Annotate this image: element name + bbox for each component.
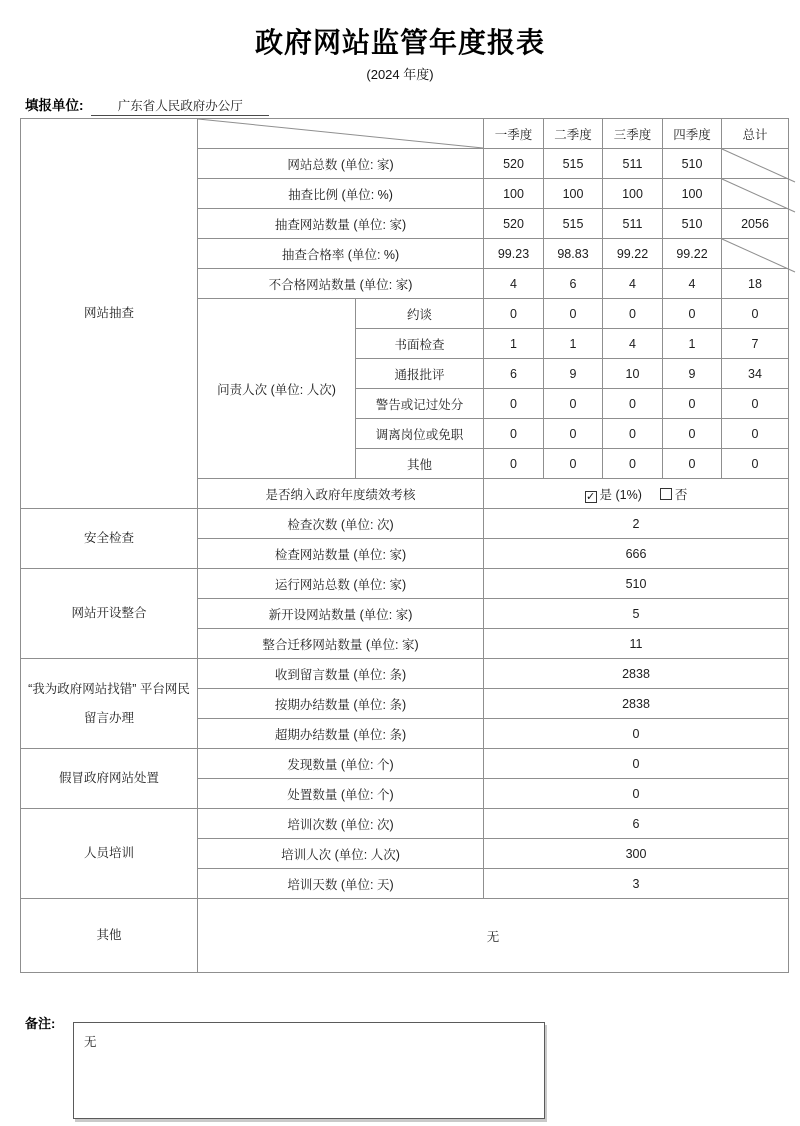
cell-value: 100 bbox=[603, 179, 663, 209]
cell-value: 511 bbox=[603, 209, 663, 239]
cell-value: 510 bbox=[663, 209, 722, 239]
row-label: 培训人次 (单位: 人次) bbox=[198, 839, 484, 869]
row-label: 培训次数 (单位: 次) bbox=[198, 809, 484, 839]
cell-value: 0 bbox=[603, 449, 663, 479]
report-table bbox=[20, 118, 789, 973]
cell-value: 0 bbox=[544, 419, 603, 449]
cell-value: 520 bbox=[484, 209, 544, 239]
cell-value: 300 bbox=[484, 839, 789, 869]
cell-value: 1 bbox=[544, 329, 603, 359]
diagonal-line-icon bbox=[722, 179, 795, 212]
row-label: 检查网站数量 (单位: 家) bbox=[198, 539, 484, 569]
cell-total: 2056 bbox=[722, 209, 789, 239]
cell-value: 515 bbox=[544, 209, 603, 239]
cell-value: 99.22 bbox=[603, 239, 663, 269]
accountability-label: 问责人次 (单位: 人次) bbox=[198, 299, 356, 479]
checkbox-no[interactable] bbox=[660, 488, 672, 500]
cell-value: 515 bbox=[544, 149, 603, 179]
cell-value: 0 bbox=[484, 719, 789, 749]
cell-value: 0 bbox=[484, 749, 789, 779]
cell-value: 0 bbox=[663, 419, 722, 449]
check-mark-icon: ✓ bbox=[585, 490, 596, 503]
table-row bbox=[21, 569, 789, 599]
row-label: 其他 bbox=[356, 449, 484, 479]
cell-total: 0 bbox=[722, 389, 789, 419]
row-label: 超期办结数量 (单位: 条) bbox=[198, 719, 484, 749]
table-row bbox=[21, 899, 789, 973]
cell-value: 1 bbox=[663, 329, 722, 359]
cell-value: 11 bbox=[484, 629, 789, 659]
cell-value: 3 bbox=[484, 869, 789, 899]
row-label: 新开设网站数量 (单位: 家) bbox=[198, 599, 484, 629]
cell-total: 18 bbox=[722, 269, 789, 299]
row-label: 警告或记过处分 bbox=[356, 389, 484, 419]
cell-value: 100 bbox=[484, 179, 544, 209]
row-label: 不合格网站数量 (单位: 家) bbox=[198, 269, 484, 299]
reporting-unit-value[interactable]: 广东省人民政府办公厅 bbox=[91, 96, 269, 116]
table-row bbox=[21, 509, 789, 539]
diagonal-line-icon bbox=[198, 119, 483, 148]
cell-value: 0 bbox=[603, 299, 663, 329]
cell-total: 0 bbox=[722, 299, 789, 329]
row-label: 整合迁移网站数量 (单位: 家) bbox=[198, 629, 484, 659]
page-title: 政府网站监管年度报表 bbox=[254, 27, 545, 58]
row-label: 发现数量 (单位: 个) bbox=[198, 749, 484, 779]
row-label: 网站总数 (单位: 家) bbox=[198, 149, 484, 179]
cell-value: 0 bbox=[663, 299, 722, 329]
total-na-cell bbox=[722, 149, 789, 179]
cell-value: 0 bbox=[544, 449, 603, 479]
assessment-value-cell bbox=[484, 479, 789, 509]
row-label: 抽查网站数量 (单位: 家) bbox=[198, 209, 484, 239]
section-label-error-report-platform: “我为政府网站找错” 平台网民留言办理 bbox=[21, 659, 198, 749]
cell-value: 1 bbox=[484, 329, 544, 359]
row-label: 书面检查 bbox=[356, 329, 484, 359]
row-label: 培训天数 (单位: 天) bbox=[198, 869, 484, 899]
cell-total: 0 bbox=[722, 419, 789, 449]
cell-value: 666 bbox=[484, 539, 789, 569]
checkbox-no-label: 否 bbox=[674, 487, 688, 502]
section-label-other: 其他 bbox=[21, 899, 198, 973]
cell-value: 0 bbox=[484, 389, 544, 419]
cell-value: 9 bbox=[663, 359, 722, 389]
row-label: 约谈 bbox=[356, 299, 484, 329]
cell-value: 99.23 bbox=[484, 239, 544, 269]
cell-value: 6 bbox=[544, 269, 603, 299]
cell-value: 100 bbox=[544, 179, 603, 209]
section-label-fake-site-disposal: 假冒政府网站处置 bbox=[21, 749, 198, 809]
row-label: 按期办结数量 (单位: 条) bbox=[198, 689, 484, 719]
cell-value: 0 bbox=[663, 389, 722, 419]
section-label-site-integration: 网站开设整合 bbox=[21, 569, 198, 659]
cell-value: 6 bbox=[484, 359, 544, 389]
diagonal-line-icon bbox=[722, 239, 795, 272]
cell-value: 0 bbox=[603, 419, 663, 449]
checkbox-yes-label: 是 (1%) bbox=[599, 487, 642, 502]
cell-value: 0 bbox=[484, 299, 544, 329]
cell-value: 2838 bbox=[484, 659, 789, 689]
column-header-q3: 三季度 bbox=[603, 119, 663, 149]
remark-textarea[interactable]: 无 bbox=[73, 1022, 545, 1119]
cell-total: 34 bbox=[722, 359, 789, 389]
cell-value: 2 bbox=[484, 509, 789, 539]
cell-value: 10 bbox=[603, 359, 663, 389]
row-label: 处置数量 (单位: 个) bbox=[198, 779, 484, 809]
cell-value: 0 bbox=[603, 389, 663, 419]
cell-value: 98.83 bbox=[544, 239, 603, 269]
cell-value: 9 bbox=[544, 359, 603, 389]
cell-total: 0 bbox=[722, 449, 789, 479]
cell-value: 4 bbox=[603, 269, 663, 299]
reporting-unit-label: 填报单位: bbox=[25, 98, 84, 113]
cell-value: 100 bbox=[663, 179, 722, 209]
reporting-unit-line bbox=[25, 94, 269, 116]
column-header-q1: 一季度 bbox=[484, 119, 544, 149]
row-label: 收到留言数量 (单位: 条) bbox=[198, 659, 484, 689]
cell-value: 4 bbox=[603, 329, 663, 359]
cell-value: 2838 bbox=[484, 689, 789, 719]
cell-value: 511 bbox=[603, 149, 663, 179]
table-row bbox=[21, 659, 789, 689]
row-label: 抽查比例 (单位: %) bbox=[198, 179, 484, 209]
section-label-personnel-training: 人员培训 bbox=[21, 809, 198, 899]
column-header-q2: 二季度 bbox=[544, 119, 603, 149]
table-row bbox=[21, 809, 789, 839]
column-header-total: 总计 bbox=[722, 119, 789, 149]
cell-value: 5 bbox=[484, 599, 789, 629]
cell-value: 0 bbox=[663, 449, 722, 479]
cell-value: 0 bbox=[544, 299, 603, 329]
row-label: 运行网站总数 (单位: 家) bbox=[198, 569, 484, 599]
row-label: 调离岗位或免职 bbox=[356, 419, 484, 449]
cell-value: 0 bbox=[544, 389, 603, 419]
cell-value: 520 bbox=[484, 149, 544, 179]
cell-value: 0 bbox=[484, 419, 544, 449]
cell-value: 0 bbox=[484, 779, 789, 809]
cell-value: 6 bbox=[484, 809, 789, 839]
page-subtitle: (2024 年度) bbox=[366, 67, 434, 82]
checkbox-yes[interactable] bbox=[585, 491, 597, 503]
row-label: 是否纳入政府年度绩效考核 bbox=[198, 479, 484, 509]
cell-value: 99.22 bbox=[663, 239, 722, 269]
total-na-cell bbox=[722, 179, 789, 209]
column-header-q4: 四季度 bbox=[663, 119, 722, 149]
row-label: 检查次数 (单位: 次) bbox=[198, 509, 484, 539]
row-label: 抽查合格率 (单位: %) bbox=[198, 239, 484, 269]
cell-value: 4 bbox=[484, 269, 544, 299]
cell-total: 7 bbox=[722, 329, 789, 359]
corner-header-cell bbox=[198, 119, 484, 149]
cell-value: 510 bbox=[484, 569, 789, 599]
cell-value: 0 bbox=[484, 449, 544, 479]
section-label-security-check: 安全检查 bbox=[21, 509, 198, 569]
cell-value: 4 bbox=[663, 269, 722, 299]
other-value-cell: 无 bbox=[198, 899, 789, 973]
remark-label: 备注: bbox=[25, 1016, 56, 1031]
cell-value: 510 bbox=[663, 149, 722, 179]
diagonal-line-icon bbox=[722, 149, 795, 182]
section-label-site-sampling: 网站抽查 bbox=[21, 119, 198, 509]
total-na-cell bbox=[722, 239, 789, 269]
table-row bbox=[21, 749, 789, 779]
row-label: 通报批评 bbox=[356, 359, 484, 389]
